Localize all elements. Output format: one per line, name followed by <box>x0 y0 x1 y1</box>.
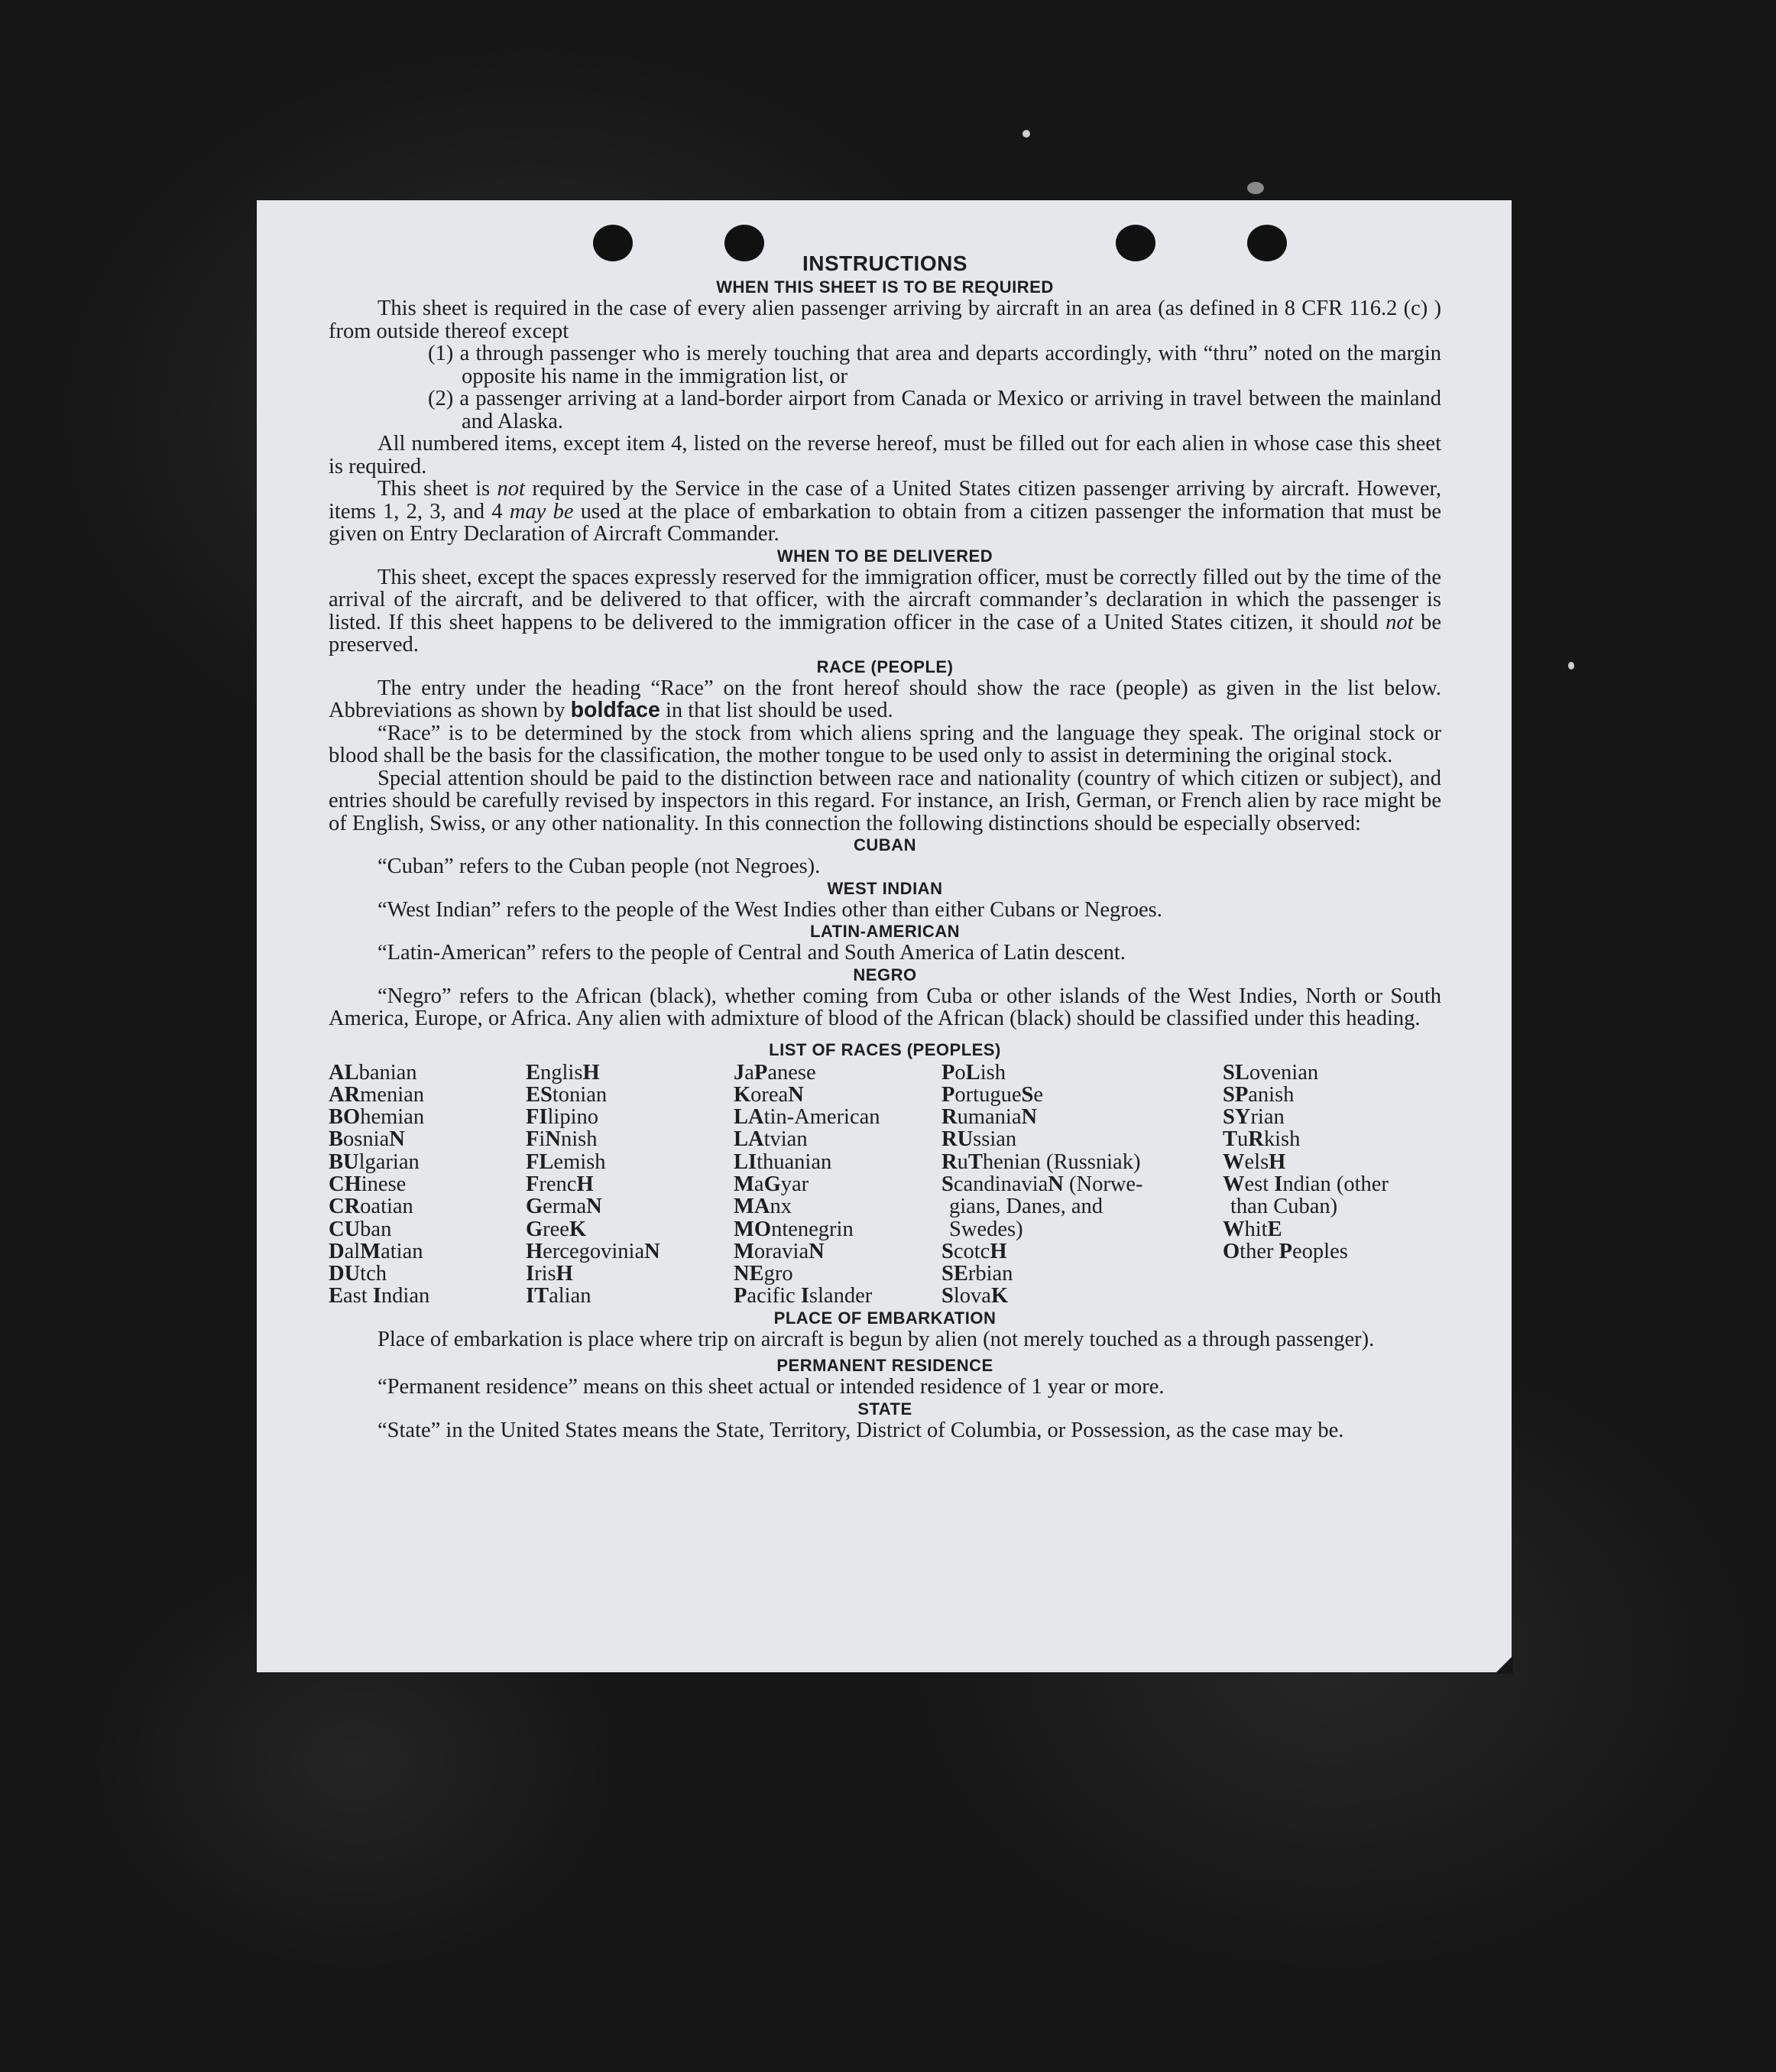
race-entry: than Cuban) <box>1230 1195 1338 1219</box>
race-entry: CUban <box>329 1217 392 1241</box>
race-entry: JaPanese <box>734 1060 816 1085</box>
race-entry: RuThenian (Russniak) <box>941 1149 1141 1174</box>
race-entry: WhitE <box>1223 1217 1282 1241</box>
heading-embarkation: PLACE OF EMBARKATION <box>773 1308 997 1328</box>
text-run: This sheet is <box>378 477 497 501</box>
race-entry: LAtin-American <box>734 1105 880 1130</box>
paragraph-race-definition: “Race” is to be determined by the stock from which aliens spring and the language they speak. The original stock or blood shall be the basis for the classification, the mother tongue to be used only to assist in determining the original stock. <box>329 721 1441 767</box>
race-entry: FrencH <box>526 1172 594 1196</box>
heading-state: STATE <box>857 1399 912 1419</box>
race-entry: LAtvian <box>734 1127 808 1152</box>
race-entry: ARmenian <box>329 1082 425 1107</box>
paragraph-state: “State” in the United States means the State, Territory, District of Columbia, or Possession, as the case may be. <box>378 1418 1344 1442</box>
heading-when-required: WHEN THIS SHEET IS TO BE REQUIRED <box>716 277 1054 297</box>
paragraph-negro: “Negro” refers to the African (black), whether coming from Cuba or other islands of the West Indies, North or South America, Europe, or Africa. Any alien with admixture of blood of the African (black) should be classified under this heading. <box>329 984 1441 1030</box>
text-run: used at the place of embarkation to obtain from a citizen passenger the information that must be given on Entry Declaration of Aircraft Commander. <box>329 499 1441 546</box>
race-entry: MaGyar <box>734 1172 809 1196</box>
race-column <box>941 1062 1223 1308</box>
race-entry: SPanish <box>1223 1082 1295 1107</box>
race-entry: BosniaN <box>329 1127 405 1152</box>
film-speck <box>1247 182 1264 194</box>
punch-hole <box>1116 225 1155 261</box>
heading-negro: NEGRO <box>853 965 917 984</box>
race-entry: CHinese <box>329 1172 407 1196</box>
heading-cuban: CUBAN <box>854 835 916 854</box>
race-entry: LIthuanian <box>734 1149 832 1174</box>
page-title: INSTRUCTIONS <box>802 251 967 275</box>
race-entry: ITalian <box>526 1284 591 1308</box>
race-entry: SLovenian <box>1223 1060 1319 1085</box>
race-entry: SlovaK <box>941 1284 1009 1308</box>
race-entry: gians, Danes, and <box>949 1195 1104 1219</box>
heading-race: RACE (PEOPLE) <box>816 657 954 676</box>
race-entry: Other Peoples <box>1223 1239 1348 1263</box>
race-entry: Pacific Islander <box>734 1284 873 1308</box>
paragraph-west-indian: “West Indian” refers to the people of the West Indies other than either Cubans or Negroes. <box>378 897 1162 922</box>
race-entry: PortugueSe <box>941 1082 1043 1107</box>
paragraph-citizen-passenger <box>329 478 1441 546</box>
race-column <box>329 1062 526 1308</box>
italic-run: not <box>497 477 525 501</box>
race-entry: BOhemian <box>329 1105 425 1130</box>
race-entry: East Indian <box>329 1284 430 1308</box>
race-column <box>1223 1062 1429 1308</box>
film-speck <box>1022 130 1030 138</box>
text-run: be preserved. <box>329 610 1441 657</box>
folded-corner <box>1495 1655 1513 1674</box>
race-entry: ScandinaviaN (Norwe- <box>941 1172 1143 1196</box>
race-entry: MoraviaN <box>734 1239 825 1263</box>
paragraph-numbered-items: All numbered items, except item 4, listed on the reverse hereof, must be filled out for each alien in whose case this sheet is required. <box>329 432 1441 478</box>
race-entry: EnglisH <box>526 1060 600 1085</box>
race-entry: BUlgarian <box>329 1149 420 1174</box>
instruction-sheet <box>257 200 1512 1672</box>
italic-run: may be <box>509 499 574 524</box>
race-entry: RumaniaN <box>941 1105 1038 1130</box>
race-entry: RUssian <box>941 1127 1017 1152</box>
paragraph-permanent-residence: “Permanent residence” means on this sheet actual or intended residence of 1 year or more. <box>378 1375 1165 1399</box>
punch-hole <box>1247 225 1287 261</box>
bold-run: boldface <box>570 698 660 722</box>
race-entry: ScotcH <box>941 1239 1007 1263</box>
paragraph-cuban: “Cuban” refers to the Cuban people (not Negroes). <box>378 854 821 878</box>
heading-west-indian: WEST INDIAN <box>827 878 943 898</box>
paragraph-latin-american: “Latin-American” refers to the people of Central and South America of Latin descent. <box>378 941 1126 965</box>
heading-latin-american: LATIN-AMERICAN <box>809 922 960 941</box>
race-entry: TuRkish <box>1223 1127 1301 1152</box>
paragraph-race-nationality: Special attention should be paid to the distinction between race and nationality (country of which citizen or subject), and entries should be carefully revised by inspectors in this regard. For instance, an Irish, German, or French alien by race might be of English, Swiss, or any other nationality. In this connection the following distinctions should be especially observed: <box>329 766 1441 835</box>
race-entry: IrisH <box>526 1262 573 1286</box>
exception-item-1: (1) a through passenger who is merely touching that area and departs accordingly, with “thru” noted on the margin opposite his name in the immigration list, or <box>428 342 1441 388</box>
race-entry: GermaN <box>526 1195 602 1219</box>
text-run: This sheet, except the spaces expressly reserved for the immigration officer, must be correctly filled out by the time of the arrival of the aircraft, and be delivered to that officer, with the aircraft commander’s declaration in which the passenger is listed. If this sheet happens to be delivered to the immigration officer in the case of a United States citizen, it should <box>329 565 1441 634</box>
paragraph-when-required: This sheet is required in the case of every alien passenger arriving by aircraft in an area (as defined in 8 CFR 116.2 (c) ) from outside thereof except <box>329 297 1441 343</box>
punch-hole <box>593 225 633 261</box>
race-entry: EStonian <box>526 1082 608 1107</box>
italic-run: not <box>1385 610 1414 634</box>
race-entry: MAnx <box>734 1195 792 1219</box>
race-entry: KoreaN <box>734 1082 804 1107</box>
race-entry: WelsH <box>1223 1149 1286 1174</box>
race-entry: NEgro <box>734 1262 793 1286</box>
race-list <box>329 1062 1441 1308</box>
race-column <box>526 1062 734 1308</box>
race-entry: CRoatian <box>329 1195 413 1219</box>
heading-list-of-races: LIST OF RACES (PEOPLES) <box>769 1039 1001 1059</box>
punch-hole <box>724 225 764 261</box>
race-entry: DUtch <box>329 1262 387 1286</box>
race-entry: HercegoviniaN <box>526 1239 660 1263</box>
race-entry: ALbanian <box>329 1060 417 1085</box>
paragraph-embarkation: Place of embarkation is place where trip on aircraft is begun by alien (not merely touched as a through passenger). <box>378 1327 1375 1351</box>
text-run: The entry under the heading “Race” on the front hereof should show the race (people) as given in the list below. Abbreviations as shown by <box>329 676 1441 722</box>
race-entry: SErbian <box>941 1262 1013 1286</box>
race-entry: SYrian <box>1223 1105 1285 1130</box>
film-speck <box>1568 662 1574 670</box>
race-entry: FiNnish <box>526 1127 598 1152</box>
text-run: required by the Service in the case of a United States citizen passenger arriving by aircraft. However, items 1, 2, 3, and 4 <box>329 477 1441 524</box>
race-entry: FLemish <box>526 1149 606 1174</box>
race-entry: Swedes) <box>949 1217 1023 1241</box>
heading-when-delivered: WHEN TO BE DELIVERED <box>776 546 993 566</box>
race-entry: GreeK <box>526 1217 587 1241</box>
paragraph-race-entry <box>329 677 1441 722</box>
text-run: in that list should be used. <box>660 699 893 722</box>
race-entry: DalMatian <box>329 1239 423 1263</box>
exception-item-2: (2) a passenger arriving at a land-border airport from Canada or Mexico or arriving in travel between the mainland and Alaska. <box>428 387 1441 433</box>
race-entry: PoLish <box>941 1060 1006 1085</box>
race-entry: FIlipino <box>526 1105 599 1130</box>
race-column <box>734 1062 941 1308</box>
paragraph-when-delivered <box>329 566 1441 657</box>
heading-permanent-residence: PERMANENT RESIDENCE <box>776 1356 993 1376</box>
race-entry: West Indian (other <box>1223 1172 1389 1196</box>
race-entry: MOntenegrin <box>734 1217 854 1241</box>
